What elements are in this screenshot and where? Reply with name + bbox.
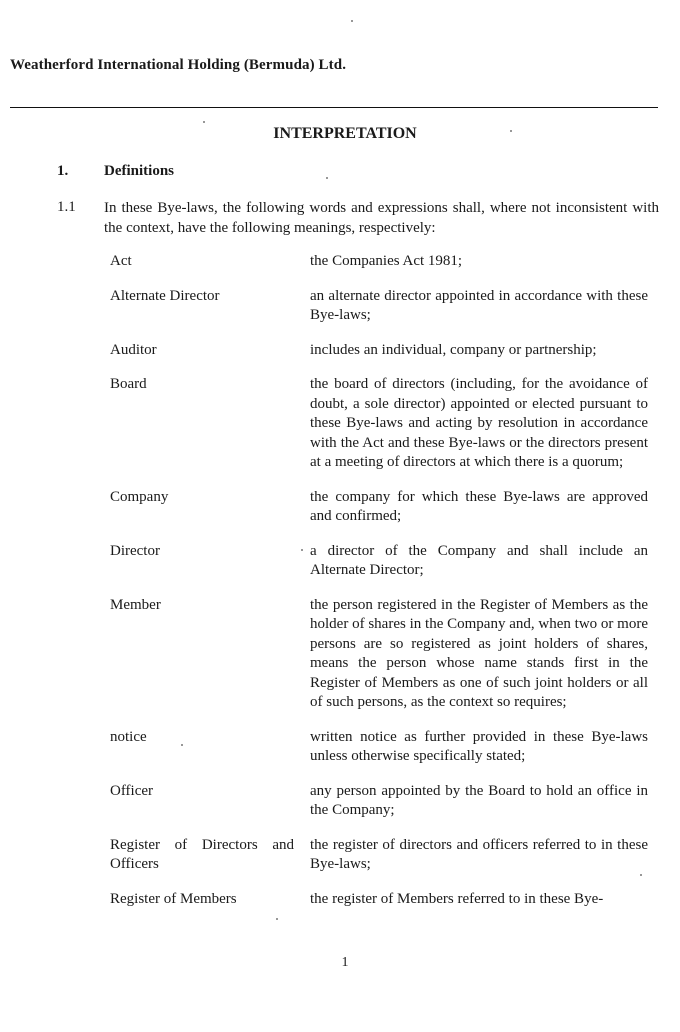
definition-term: Auditor: [110, 341, 157, 358]
definition-row: [110, 252, 648, 272]
scan-speck: [181, 744, 183, 746]
definition-term: Register of Members: [110, 890, 237, 907]
definition-row: [110, 596, 648, 713]
definition-meaning: the register of Members referred to in these Bye-: [310, 890, 604, 907]
definition-row: [110, 341, 648, 361]
scan-speck: [301, 549, 303, 551]
company-name-header: Weatherford International Holding (Bermuda) Ltd.: [10, 57, 347, 73]
scan-speck: [351, 20, 353, 22]
definition-term: Board: [110, 376, 147, 392]
section-title: INTERPRETATION: [273, 125, 417, 142]
definition-term: Alternate Director: [110, 287, 220, 304]
definitions-table: [110, 252, 648, 909]
header-divider: [10, 107, 658, 108]
definition-row: [110, 836, 648, 875]
definition-term: Company: [110, 488, 169, 505]
definition-row: [110, 890, 648, 910]
definition-meaning: includes an individual, company or partnership;: [310, 341, 597, 358]
definition-term: Director: [110, 542, 160, 559]
definition-meaning: the register of directors and officers referred to in these Bye-laws;: [310, 836, 648, 872]
definition-meaning: a director of the Company and shall include an Alternate Director;: [310, 542, 648, 578]
definition-row: [110, 287, 648, 326]
definition-row: [110, 542, 648, 581]
definition-term: notice: [110, 728, 147, 745]
definition-meaning: the person registered in the Register of Members as the holder of shares in the Company and, when two or more persons are so registered as joint holders of shares, means the person whose name stands first in the Register of Members as one of such joint holders or all of such persons, as the context so requires;: [310, 596, 648, 710]
definition-term: Act: [110, 253, 132, 269]
definition-row: [110, 782, 648, 821]
definition-meaning: the board of directors (including, for the avoidance of doubt, a sole director) appointed or elected pursuant to these Bye-laws and acting by resolution in accordance with the Act and these Bye-laws or the directors present at a meeting of directors at which there is a quorum;: [310, 376, 648, 470]
scan-speck: [203, 121, 205, 123]
definition-term: Officer: [110, 782, 154, 799]
subclause-text: In these Bye-laws, the following words and expressions shall, where not inconsistent with the context, have the following meanings, respectively:: [104, 200, 659, 236]
clause-heading: Definitions: [104, 163, 175, 179]
definition-meaning: an alternate director appointed in accordance with these Bye-laws;: [310, 287, 648, 323]
page-number: 1: [341, 955, 349, 970]
definition-meaning: any person appointed by the Board to hold an office in the Company;: [310, 782, 648, 818]
definition-meaning: the company for which these Bye-laws are approved and confirmed;: [310, 488, 648, 524]
scan-speck: [326, 177, 328, 179]
definition-row: [110, 488, 648, 527]
definition-term: Member: [110, 596, 161, 613]
subclause-number: 1.1: [57, 199, 76, 215]
definition-row: [110, 375, 648, 473]
definition-meaning: the Companies Act 1981;: [310, 253, 463, 269]
clause-number: 1.: [57, 163, 69, 179]
definition-row: [110, 728, 648, 767]
scan-speck: [640, 874, 642, 876]
scan-speck: [276, 918, 278, 920]
scan-speck: [510, 130, 512, 132]
definition-meaning: written notice as further provided in these Bye-laws unless otherwise specifically stated;: [310, 728, 648, 764]
definition-term: Register of Directors and Officers: [110, 836, 294, 872]
